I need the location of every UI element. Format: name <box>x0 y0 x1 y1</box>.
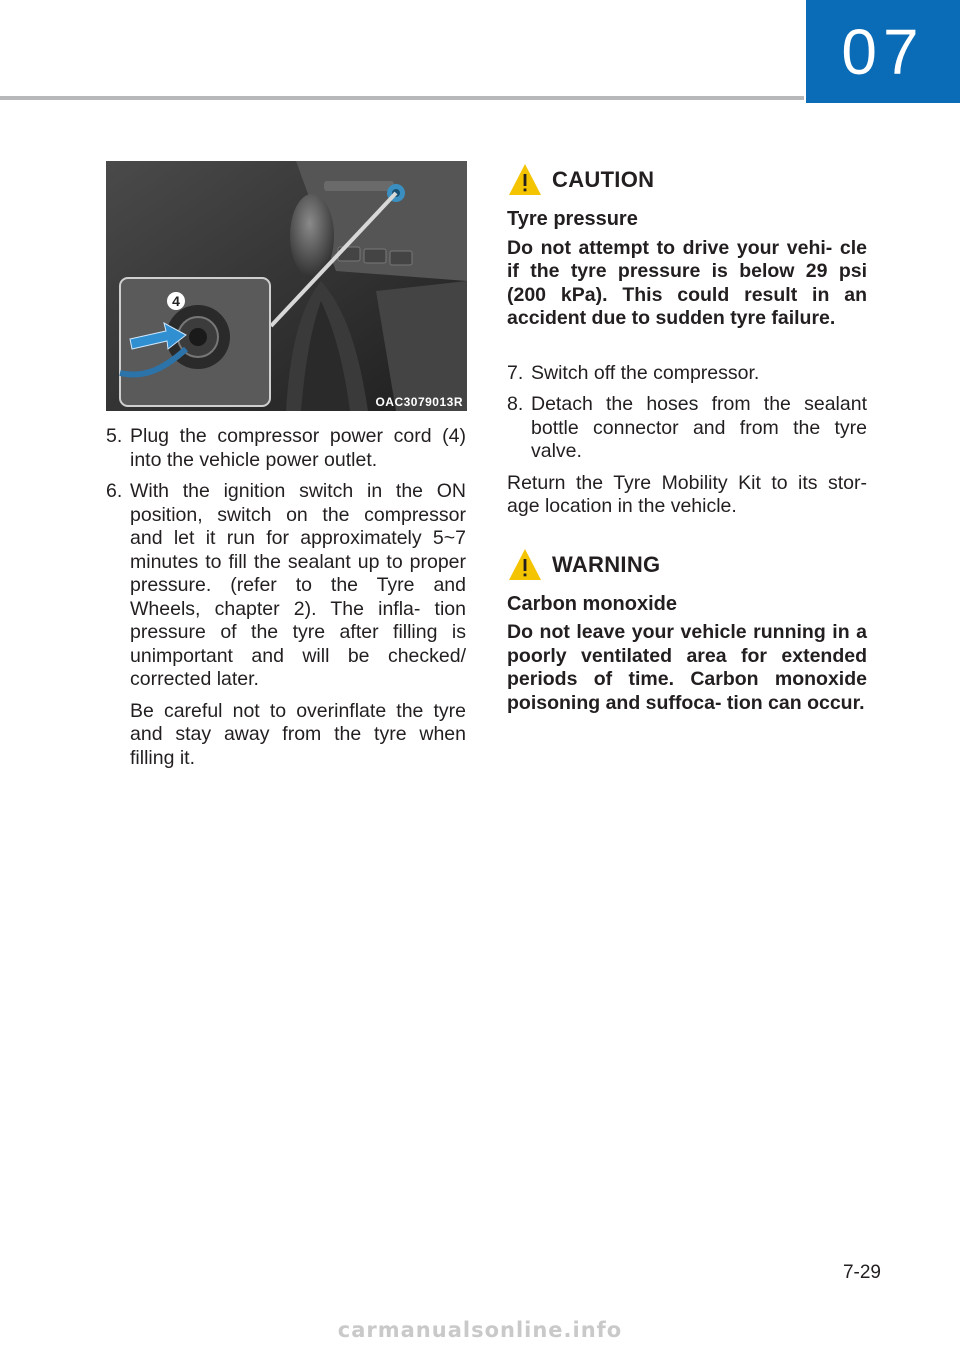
step-5 <box>106 425 466 472</box>
caution-body: Do not attempt to drive your vehi- cle if the tyre pressure is below 29 psi (200 kPa). This could result in an accident due to sudden tyre failure. <box>507 236 867 329</box>
warning-body: Do not leave your vehicle running in a poorly ventilated area for extended periods of time. Carbon monoxide poisoning and suffoca- tion can occur. <box>507 621 867 714</box>
left-column <box>106 425 466 770</box>
figure-compressor-outlet <box>106 161 467 411</box>
step-8 <box>507 393 867 464</box>
caution-subtitle: Tyre pressure <box>507 208 638 230</box>
page-number: 7-29 <box>842 1262 881 1283</box>
step-number: 7. <box>507 361 524 384</box>
step-text: With the ignition switch in the ON position, switch on the compressor and let it run for approximately 5~7 minutes to fill the sealant up to proper pressure. (refer to the Tyre and Wheels, chapter 2). The infla- tion pressure of the tyre after filling is unimportant and will be checked/ corrected later. <box>130 480 466 690</box>
step-7 <box>507 362 867 386</box>
figure-code: OAC3079013R <box>375 395 463 409</box>
caution-title: CAUTION <box>552 167 655 193</box>
return-kit-text: Return the Tyre Mobility Kit to its stor- age location in the vehicle. <box>507 471 867 517</box>
compressor-outlet-illustration <box>106 161 467 411</box>
caution-box <box>507 160 867 331</box>
step-text: Switch off the compressor. <box>531 361 760 384</box>
warning-box <box>507 545 867 716</box>
warning-triangle-icon <box>507 162 543 198</box>
step-6 <box>106 480 466 692</box>
callout-number: 4 <box>172 293 180 309</box>
watermark: carmanualsonline.info <box>337 1318 623 1342</box>
warning-triangle-icon <box>507 547 543 583</box>
warning-header <box>507 545 867 585</box>
chapter-tab <box>806 0 960 103</box>
step-number: 5. <box>106 425 123 447</box>
caution-header <box>507 160 867 200</box>
header-rule <box>0 96 804 100</box>
chapter-number: 07 <box>841 15 925 88</box>
warning-subtitle: Carbon monoxide <box>507 592 678 615</box>
step-number: 6. <box>106 480 123 502</box>
step-text: Detach the hoses from the sealant bottle connector and from the tyre valve. <box>531 393 867 462</box>
right-column <box>507 160 867 715</box>
step-text: Plug the compressor power cord (4) into the vehicle power outlet. <box>130 425 466 471</box>
warning-title: WARNING <box>552 551 661 577</box>
step-6-followup: Be careful not to overinflate the tyre and stay away from the tyre when filling it. <box>130 699 466 769</box>
step-number: 8. <box>507 393 524 415</box>
